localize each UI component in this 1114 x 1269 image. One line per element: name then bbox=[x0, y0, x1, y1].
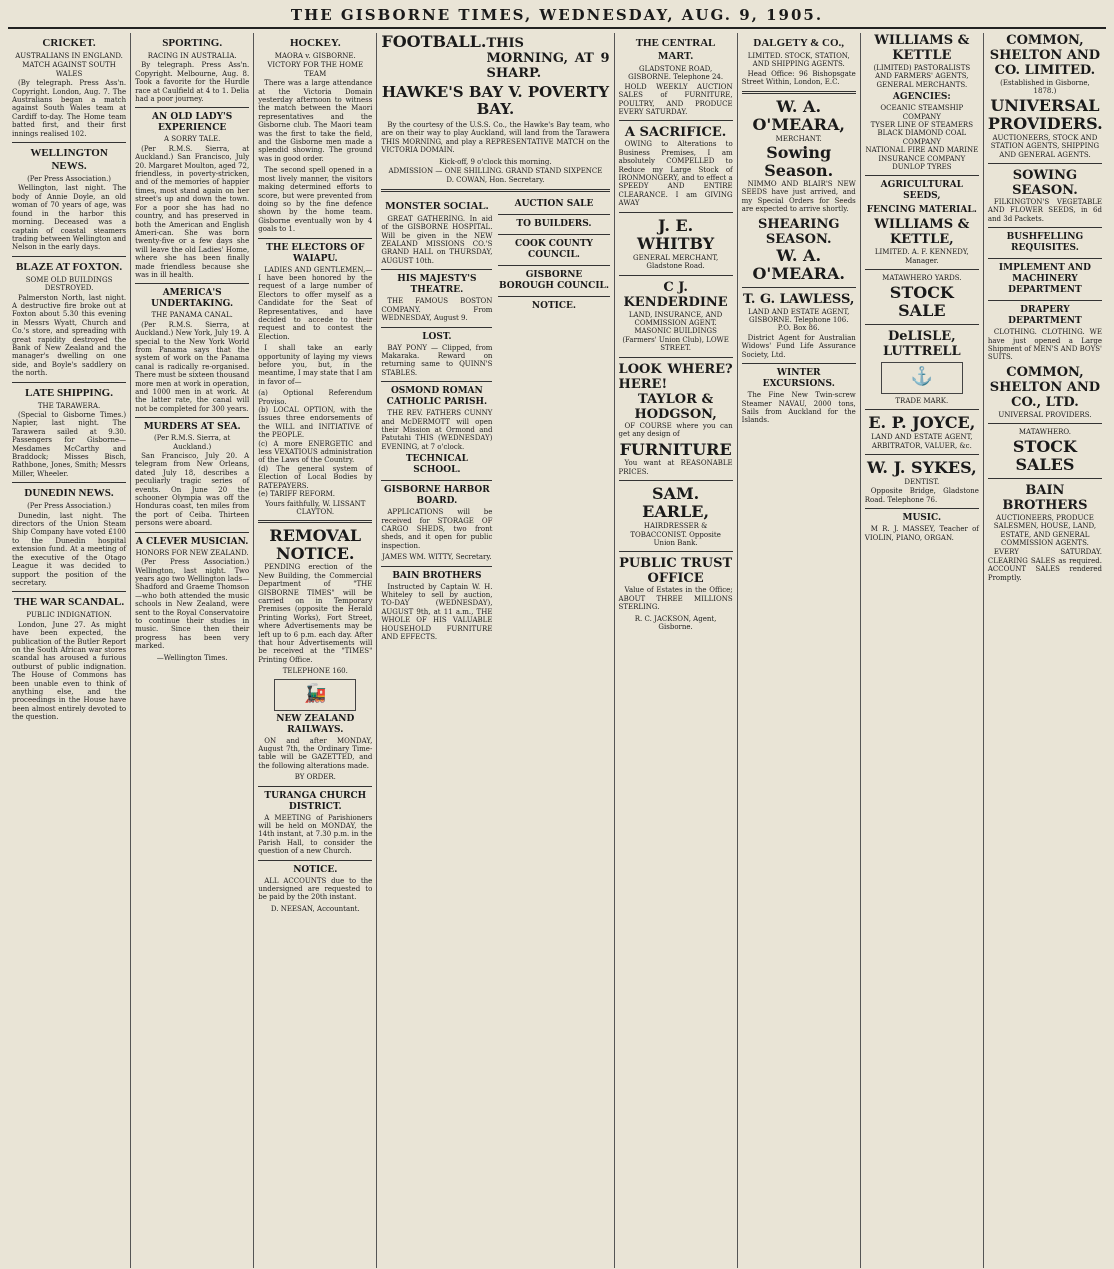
williams-kettle-footer: WILLIAMS & KETTLE, bbox=[874, 217, 970, 248]
harbor-heading: GISBORNE HARBOR BOARD. bbox=[383, 485, 490, 507]
hockey-text: There was a large attendance at the Victoria Domain yesterday afternoon to witness the match between the Maori representatives and the Gisborne club. The Maori team was the first to take the field, and the Gisborne men made a splendid showing. The ground was in good order. bbox=[258, 79, 373, 163]
dunedin-text: Dunedin, last night. The directors of the Union Steam Ship Company have voted £100 to the Dunedin hospital extension fund. At a meeting of the executive of the Otago League it was decided to support the position of the secretary. bbox=[12, 511, 127, 587]
dalgety-heading: DALGETY & CO., bbox=[753, 37, 845, 49]
joyce-heading: E. P. JOYCE, bbox=[868, 413, 976, 433]
list-item: (e) TARIFF REFORM. bbox=[258, 490, 336, 499]
theatre-heading: HIS MAJESTY'S THEATRE. bbox=[397, 274, 477, 296]
musician-heading: A CLEVER MUSICIAN. bbox=[135, 536, 249, 547]
railways-order: BY ORDER. bbox=[294, 773, 336, 782]
common-shelton-footer: COMMON, SHELTON AND CO., LTD. bbox=[989, 364, 1101, 410]
dalgety-text: Head Office: 96 Bishopsgate Street Within, London, E.C. bbox=[741, 69, 856, 87]
divider bbox=[865, 324, 979, 325]
america-heading: AMERICA'S UNDERTAKING. bbox=[151, 288, 234, 310]
central-mart-heading: THE CENTRAL MART. bbox=[635, 37, 716, 62]
list-item: (a) Optional Referendum Proviso. bbox=[258, 389, 373, 406]
music-text: M R. J. MASSEY, Teacher of VIOLIN, PIANO, ORGAN. bbox=[864, 525, 979, 542]
public-trust-text: Value of Estates in the Office; ABOUT THREE MILLIONS STERLING. bbox=[618, 586, 733, 612]
murders-heading: MURDERS AT SEA. bbox=[143, 422, 241, 433]
war-scandal-heading: THE WAR SCANDAL. bbox=[13, 596, 125, 609]
bain-text: Instructed by Captain W. H. Whiteley to sell by auction, TO-DAY (WEDNESDAY), AUGUST 9th, at 11 a.m., THE WHOLE OF HIS VALUABLE HOUSEHOLD FURNITURE AND EFFECTS. bbox=[381, 582, 493, 642]
drapery-text: CLOTHING. CLOTHING. WE have just opened a Large Shipment of MEN'S AND BOYS' SUITS. bbox=[987, 328, 1102, 362]
removal-text: PENDING erection of the New Building, the Commercial Department of "THE GISBORNE TIMES" will be carried on in Temporary Premises (opposite the Herald Printing Works), Fort Street, where Advertisements may be left up to 6 p.m. each day. After that hour Advertisements will be received at the "TIMES" Printing Office. bbox=[258, 563, 373, 664]
common-shelton-heading: COMMON, SHELTON AND CO. LIMITED. bbox=[989, 33, 1101, 78]
divider bbox=[988, 163, 1102, 164]
football-heading: FOOTBALL. bbox=[381, 33, 487, 51]
dunedin-heading: DUNEDIN NEWS. bbox=[24, 487, 114, 500]
borough-heading: GISBORNE BOROUGH COUNCIL. bbox=[498, 269, 609, 291]
hockey-subheading: MAORA v. GISBORNE. bbox=[274, 52, 356, 60]
divider bbox=[498, 214, 609, 215]
dalgety-subheading: LIMITED. STOCK, STATION, AND SHIPPING AGENTS. bbox=[747, 52, 850, 69]
omeara-footer: W. A. O'MEARA. bbox=[752, 245, 845, 283]
murders-subheading: (Per R.M.S. Sierra, at Auckland.) bbox=[154, 434, 231, 451]
column-4-split bbox=[381, 196, 609, 645]
divider bbox=[865, 269, 979, 270]
list-item: (d) The general system of Election of Local Bodies by RATEPAYERS. bbox=[258, 464, 373, 490]
column-8 bbox=[984, 33, 1106, 1268]
whitby-heading: J. E. WHITBY bbox=[637, 215, 715, 253]
agencies-list bbox=[865, 104, 979, 171]
foxton-heading: BLAZE AT FOXTON. bbox=[16, 260, 123, 273]
divider bbox=[381, 189, 609, 192]
dunedin-subheading: (Per Press Association.) bbox=[27, 502, 112, 511]
bain-brothers-subheading: AUCTIONEERS, PRODUCE SALESMEN, HOUSE, LAND, ESTATE, AND GENERAL COMMISSION AGENTS. bbox=[993, 513, 1097, 547]
murders-text: San Francisco, July 20. A telegram from New Orleans, dated July 18, describes a peculiarly tragic series of events. On June 20 the schooner Olympia was off the Honduras coast, ten miles from the port of Ceiba. Thirteen persons were aboard. bbox=[135, 452, 250, 528]
stock-sales-heading: STOCK SALES bbox=[1012, 436, 1077, 474]
divider bbox=[988, 478, 1102, 479]
universal-providers-heading: UNIVERSAL PROVIDERS. bbox=[987, 95, 1103, 133]
electors-text: LADIES AND GENTLEMEN,— I have been honored by the request of a large number of Electors to offer myself as a Candidate for the Seat of Representatives, and have decided to accede to their request and to contest the Election. bbox=[258, 265, 373, 341]
column-3 bbox=[254, 33, 377, 1268]
column-1 bbox=[8, 33, 131, 1268]
harbor-text: APPLICATIONS will be received for STORAGE OF CARGO SHEDS, two front sheds, and it open for public inspection. bbox=[381, 508, 493, 550]
musician-source: —Wellington Times. bbox=[156, 653, 228, 662]
sowing-season-text: FILKINGTON'S VEGETABLE AND FLOWER SEEDS, in 6d and 3d Packets. bbox=[987, 198, 1102, 223]
public-trust-heading: PUBLIC TRUST OFFICE bbox=[619, 556, 733, 587]
divider bbox=[498, 296, 609, 297]
column-4-left bbox=[381, 196, 492, 645]
old-lady-subheading: A SORRY TALE. bbox=[164, 135, 221, 144]
divider bbox=[619, 551, 733, 552]
old-lady-text: (Per R.M.S. Sierra, at Auckland.) San Francisco, July 20. Margaret Moulton, aged 72, friendless, in poverty-stricken, and of the memories of happier times, most stand again on her street's up and down the town. For a poor she has had no country, and has preserved in both the American and English Ameri-can. She was born twenty-five or a few days she will leave the old Ladies' Home, where she has been finally made friendless because she was in ill health. bbox=[135, 144, 250, 279]
columns bbox=[8, 33, 1106, 1268]
column-2 bbox=[131, 33, 254, 1268]
omeara-subheading: MERCHANT. bbox=[775, 134, 822, 143]
divider bbox=[498, 234, 609, 235]
theatre-text: THE FAMOUS BOSTON COMPANY. From WEDNESDAY, August 9. bbox=[381, 297, 493, 323]
notice-text: ALL ACCOUNTS due to the undersigned are requested to be paid by the 20th instant. bbox=[258, 876, 373, 902]
war-scandal-text: London, June 27. As might have been expected, the publication of the Butler Report on the South African war stores scandal has aroused a furious outburst of public indignation. The House of Commons has been unable even to think of anything else, and the proceedings in the House have been almost entirely devoted to the question. bbox=[12, 620, 127, 722]
furniture-heading: FURNITURE bbox=[619, 440, 732, 460]
excursions-text: The Fine New Twin-screw Steamer NAVAU, 2000 tons, Sails from Auckland for the Islands. bbox=[741, 391, 856, 425]
divider bbox=[865, 454, 979, 455]
auction-heading: AUCTION SALE bbox=[514, 198, 594, 209]
divider bbox=[12, 382, 126, 383]
look-here-heading: LOOK HERE! bbox=[618, 361, 668, 392]
kenderdine-subheading: LAND, INSURANCE, AND COMMISSION AGENT. MASONIC BUILDINGS (Farmers' Union Club), LOWE STREET. bbox=[622, 310, 729, 353]
taylor-hodgson-text: OF COURSE where you can get any design of bbox=[618, 421, 733, 438]
bushfelling-heading: BUSHFELLING REQUISITES. bbox=[1006, 232, 1084, 254]
sowing-heading: Sowing Season. bbox=[764, 143, 834, 181]
foxton-subheading: SOME OLD BUILDINGS DESTROYED. bbox=[25, 275, 113, 293]
locomotive-icon: 🚂 bbox=[274, 679, 356, 711]
parish-text: THE REV. FATHERS CUNNY and McDERMOTT will open their Mission at Ormond and Patutahi THIS (WEDNESDAY) EVENING, at 7 o'clock. bbox=[381, 409, 493, 451]
divider bbox=[988, 423, 1102, 424]
central-mart-address: GLADSTONE ROAD, GISBORNE. Telephone 24. bbox=[628, 65, 724, 82]
furniture-text: You want at REASONABLE PRICES. bbox=[618, 459, 733, 476]
electors-heading: THE ELECTORS OF WAIAPU. bbox=[266, 242, 365, 264]
divider bbox=[135, 283, 249, 284]
football-kickoff: Kick-off, 9 o'clock this morning. bbox=[439, 157, 552, 166]
divider bbox=[12, 142, 126, 143]
hockey-heading: HOCKEY. bbox=[289, 37, 341, 49]
telephone-line: TELEPHONE 160. bbox=[282, 667, 348, 676]
whitby-subheading: GENERAL MERCHANT, Gladstone Road. bbox=[633, 253, 719, 271]
electors-text-2: I shall take an early opportunity of laying my views before you, but, in the meantime, I may state that I am in favor of— bbox=[258, 344, 373, 386]
hockey-subheading-2: VICTORY FOR THE HOME TEAM bbox=[267, 61, 364, 78]
football-match-title: HAWKE'S BAY V. POVERTY BAY. bbox=[381, 83, 610, 118]
divider bbox=[12, 591, 126, 592]
sam-earle-subheading: HAIRDRESSER & TOBACCONIST. Opposite Union Bank. bbox=[630, 522, 721, 547]
column-6 bbox=[738, 33, 861, 1268]
column-4-right bbox=[498, 196, 609, 645]
list-item: DUNLOP TYRES bbox=[892, 163, 952, 172]
railways-text: ON and after MONDAY, August 7th, the Ordinary Time-table will be GAZETTED, and the following alterations made. bbox=[258, 736, 373, 770]
railways-heading: NEW ZEALAND RAILWAYS. bbox=[276, 713, 355, 735]
sykes-heading: W. J. SYKES, bbox=[866, 457, 977, 477]
stock-sale-yards: MATAWHERO YARDS. bbox=[882, 274, 962, 283]
america-text: (Per R.M.S. Sierra, at Auckland.) New York, July 19. A special to the New York World from Panama says that the system of work on the Panama canal is radically re-organised. There must be sixteen thousand more men at work in operation, and 1000 men in at work. At the latter rate, the canal will not be completed for 300 years. bbox=[135, 320, 250, 413]
common-shelton-established: (Established in Gisborne, 1878.) bbox=[1000, 79, 1090, 96]
wellington-heading: WELLINGTON NEWS. bbox=[30, 147, 108, 173]
football-time: THIS MORNING, AT 9 SHARP. bbox=[486, 36, 610, 81]
shipping-text: (Special to Gisborne Times.) Napier, last night. The Tarawera sailed at 9.30. Passengers for Gisborne—Mesdames McCarthy and Braddock; Misses Bisch, Rathbone, Jones, Smith; Messrs Miller, Wheeler. bbox=[12, 411, 127, 478]
football-admission: ADMISSION — ONE SHILLING. GRAND STAND SIXPENCE bbox=[388, 167, 603, 176]
notice-heading: NOTICE. bbox=[293, 864, 338, 875]
sykes-text: Opposite Bridge, Gladstone Road. Telephone 76. bbox=[864, 487, 979, 504]
divider bbox=[865, 508, 979, 509]
electors-list bbox=[258, 389, 372, 498]
stock-sale-heading: STOCK SALE bbox=[889, 282, 954, 320]
parish-heading: OSMOND ROMAN CATHOLIC PARISH. bbox=[386, 386, 488, 408]
divider bbox=[381, 381, 492, 382]
shipping-subheading: THE TARAWERA. bbox=[37, 401, 101, 410]
fencing-heading: FENCING MATERIAL. bbox=[866, 205, 977, 216]
musician-text: (Per Press Association.) Wellington, last night. Two years ago two Wellington lads—Shadford and Graeme Thomson—who both attended the music schools in New Zealand, were sent to the Royal Conservatoire to continue their studies in music. Since then their progress has been very marked. bbox=[135, 558, 250, 651]
technical-heading: TECHNICAL SCHOOL. bbox=[405, 454, 468, 476]
kenderdine-heading: C J. KENDERDINE bbox=[623, 279, 728, 310]
social-text: GREAT GATHERING. In aid of the GISBORNE HOSPITAL. Will be given in the NEW ZEALAND MISSIONS CO.'S GRAND HALL on THURSDAY, AUGUST 10th. bbox=[381, 214, 493, 265]
shearing-heading: SHEARING SEASON. bbox=[757, 216, 840, 247]
sacrifice-text: OWING to Alterations to Business Premises, I am absolutely COMPELLED to Reduce my Large Stock of IRONMONGERY, and to effect a SPEEDY AND ENTIRE CLEARANCE. I am GIVING AWAY bbox=[618, 140, 733, 208]
column-7 bbox=[861, 33, 984, 1268]
wellington-subheading: (Per Press Association.) bbox=[27, 175, 112, 184]
war-scandal-subheading: PUBLIC INDIGNATION. bbox=[26, 611, 112, 620]
joyce-subheading: LAND AND ESTATE AGENT, ARBITRATOR, VALUER, &c. bbox=[871, 433, 973, 450]
list-item: NATIONAL FIRE AND MARINE INSURANCE COMPANY bbox=[865, 146, 979, 163]
bain-brothers-text: EVERY SATURDAY. CLEARING SALES as required. ACCOUNT SALES rendered Promptly. bbox=[987, 548, 1102, 582]
music-heading: MUSIC. bbox=[902, 513, 942, 524]
divider bbox=[258, 786, 372, 787]
divider bbox=[258, 520, 372, 523]
hockey-text-2: The second spell opened in a most lively manner, the visitors making determined efforts to score, but were prevented from doing so by the fine defence shown by the home team. Gisborne eventually won by 4 goals to 1. bbox=[258, 166, 373, 234]
implement-heading: IMPLEMENT AND MACHINERY DEPARTMENT bbox=[998, 263, 1091, 296]
harbor-signature: JAMES WM. WITTY, Secretary. bbox=[382, 553, 492, 562]
trade-mark-label: TRADE MARK. bbox=[895, 396, 949, 405]
universal-providers-subheading: AUCTIONEERS, STOCK AND STATION AGENTS, SHIPPING AND GENERAL AGENTS. bbox=[990, 133, 1100, 159]
divider bbox=[498, 265, 609, 266]
divider bbox=[865, 409, 979, 410]
sam-earle-heading: SAM. EARLE, bbox=[642, 484, 710, 522]
sporting-heading: SPORTING. bbox=[162, 37, 223, 49]
divider bbox=[988, 300, 1102, 301]
divider bbox=[381, 566, 492, 567]
divider bbox=[381, 480, 492, 481]
sporting-text: By telegraph. Press Ass'n. Copyright. Melbourne, Aug. 8. Took a favorite for the Hurdle race at Caulfield at 4 to 1. Delia had a poor journey. bbox=[135, 61, 250, 104]
turanga-heading: TURANGA CHURCH DISTRICT. bbox=[264, 790, 367, 812]
cricket-heading: CRICKET. bbox=[42, 37, 96, 49]
seeds-heading: AGRICULTURAL SEEDS, bbox=[880, 180, 963, 202]
old-lady-heading: AN OLD LADY'S EXPERIENCE bbox=[152, 112, 233, 134]
bain-heading: BAIN BROTHERS bbox=[392, 570, 482, 581]
look-here-banner bbox=[619, 362, 733, 392]
column-4 bbox=[377, 33, 614, 1268]
musician-subheading: HONORS FOR NEW ZEALAND. bbox=[135, 548, 249, 557]
list-item: (b) LOCAL OPTION, with the Issues three endorsements of the WILL and INITIATIVE of the PEOPLE. bbox=[258, 406, 373, 440]
social-heading: MONSTER SOCIAL. bbox=[385, 199, 489, 212]
where-heading: WHERE? bbox=[667, 361, 733, 377]
public-trust-signature: R. C. JACKSON, Agent, Gisborne. bbox=[634, 614, 717, 631]
masthead: THE GISBORNE TIMES, WEDNESDAY, AUG. 9, 1905. bbox=[8, 6, 1106, 29]
stock-sales-location: MATAWHERO. bbox=[1018, 428, 1071, 437]
common-shelton-footer-sub: UNIVERSAL PROVIDERS. bbox=[998, 410, 1092, 419]
cricket-text: (By telegraph. Press Ass'n. Copyright. London, Aug. 7. The Australians began a match against South Wales team at Cardiff to-day. The Home team batted first, and their first innings realised 102. bbox=[12, 79, 127, 138]
wellington-text: Wellington, last night. The body of Annie Doyle, an old woman of 70 years of age, was found in the harbor this morning. Deceased was a captain of coastal steamers trading between Wellington and Nelson in the early days. bbox=[12, 184, 127, 252]
divider bbox=[619, 275, 733, 276]
turanga-text: A MEETING of Parishioners will be held on MONDAY, the 14th instant, at 7.30 p.m. in the Parish Hall, to consider the question of a new Church. bbox=[258, 813, 373, 856]
column-5 bbox=[615, 33, 738, 1268]
taylor-hodgson-heading: TAYLOR & HODGSON, bbox=[634, 391, 717, 422]
drapery-heading: DRAPERY DEPARTMENT bbox=[1008, 305, 1082, 327]
divider bbox=[381, 327, 492, 328]
divider bbox=[988, 227, 1102, 228]
divider bbox=[619, 480, 733, 481]
williams-kettle-subheading: (LIMITED) PASTORALISTS AND FARMERS' AGENTS, GENERAL MERCHANTS. bbox=[873, 64, 971, 89]
williams-kettle-manager: LIMITED. A. F. KENNEDY, Manager. bbox=[874, 248, 969, 265]
cricket-subheading: AUSTRALIANS IN ENGLAND. bbox=[15, 52, 123, 60]
removal-heading: REMOVAL NOTICE. bbox=[269, 526, 362, 564]
builders-heading: TO BUILDERS. bbox=[516, 218, 592, 229]
list-item: (c) A more ENERGETIC and less VEXATIOUS administration of the Laws of the Country. bbox=[258, 439, 373, 465]
list-item: OCEANIC STEAMSHIP COMPANY bbox=[880, 104, 964, 121]
divider bbox=[135, 417, 249, 418]
divider bbox=[135, 107, 249, 108]
anchor-icon: ⚓ bbox=[881, 362, 963, 394]
cook-county-heading: COOK COUNTY COUNCIL. bbox=[514, 238, 593, 260]
sacrifice-heading: A SACRIFICE. bbox=[624, 125, 727, 141]
sowing-text: NIMMO AND BLAIR'S NEW SEEDS have just arrived, and my Special Orders for Seeds are expected to arrive shortly. bbox=[741, 180, 856, 214]
sykes-subheading: DENTIST. bbox=[904, 477, 940, 486]
notice-heading-2: NOTICE. bbox=[531, 300, 577, 311]
football-banner bbox=[381, 33, 609, 81]
sowing-season-heading: SOWING SEASON. bbox=[1012, 168, 1078, 199]
divider bbox=[619, 120, 733, 121]
electors-signature: Yours faithfully, W. LISSANT CLAYTON. bbox=[265, 499, 366, 516]
lost-text: BAY PONY — Clipped, from Makaraka. Reward on returning same to QUINN'S STABLES. bbox=[381, 343, 493, 377]
divider bbox=[258, 860, 372, 861]
list-item: BLACK DIAMOND COAL COMPANY bbox=[877, 129, 967, 146]
divider bbox=[12, 256, 126, 257]
divider bbox=[742, 363, 856, 364]
divider bbox=[988, 258, 1102, 259]
divider bbox=[619, 357, 733, 358]
football-text: By the courtesy of the U.S.S. Co., the Hawke's Bay team, who are on their way to play Auckland, will land from the Tarawera THIS MORNING, and play a REPRESENTATIVE MATCH on the VICTORIA DOMAIN. bbox=[381, 121, 610, 155]
lawless-subheading: LAND AND ESTATE AGENT, GISBORNE. Telephone 106. P.O. Box 86. bbox=[748, 307, 850, 333]
lost-heading: LOST. bbox=[422, 331, 452, 342]
divider bbox=[742, 287, 856, 288]
lawless-heading: T. G. LAWLESS, bbox=[742, 291, 855, 307]
divider bbox=[619, 212, 733, 213]
list-item: TYSER LINE OF STEAMERS bbox=[870, 121, 973, 130]
omeara-heading: W. A. O'MEARA, bbox=[752, 96, 845, 134]
cricket-subheading-2: MATCH AGAINST SOUTH WALES bbox=[22, 61, 116, 78]
football-secretary: D. COWAN, Hon. Secretary. bbox=[446, 176, 545, 185]
lawless-text: District Agent for Australian Widows' Fund Life Assurance Society, Ltd. bbox=[741, 333, 856, 359]
sporting-subheading: RACING IN AUSTRALIA. bbox=[147, 52, 237, 60]
williams-kettle-heading: WILLIAMS & KETTLE bbox=[874, 33, 970, 63]
divider bbox=[865, 175, 979, 176]
divider bbox=[381, 269, 492, 270]
divider bbox=[258, 238, 372, 239]
divider bbox=[135, 532, 249, 533]
shipping-heading: LATE SHIPPING. bbox=[25, 386, 113, 399]
excursions-heading: WINTER EXCURSIONS. bbox=[762, 368, 835, 390]
delisle-heading: DeLISLE, LUTTRELL bbox=[882, 328, 961, 359]
agencies-heading: AGENCIES: bbox=[892, 92, 951, 103]
divider bbox=[12, 482, 126, 483]
bain-brothers-heading: BAIN BROTHERS bbox=[1002, 482, 1088, 513]
america-subheading: THE PANAMA CANAL. bbox=[151, 311, 233, 320]
central-mart-text: HOLD WEEKLY AUCTION SALES of FURNITURE, POULTRY, AND PRODUCE EVERY SATURDAY. bbox=[618, 82, 733, 117]
divider bbox=[742, 91, 856, 94]
notice-signature: D. NEESAN, Accountant. bbox=[270, 904, 360, 913]
foxton-text: Palmerston North, last night. A destructive fire broke out at Foxton about 5.30 this evening in Messrs Wyatt, Church and Co.'s store, and spreading with great rapidity destroyed the Bank of New Zealand and the manager's dwelling on one side, and Boyle's saddlery on the north. bbox=[12, 293, 127, 378]
